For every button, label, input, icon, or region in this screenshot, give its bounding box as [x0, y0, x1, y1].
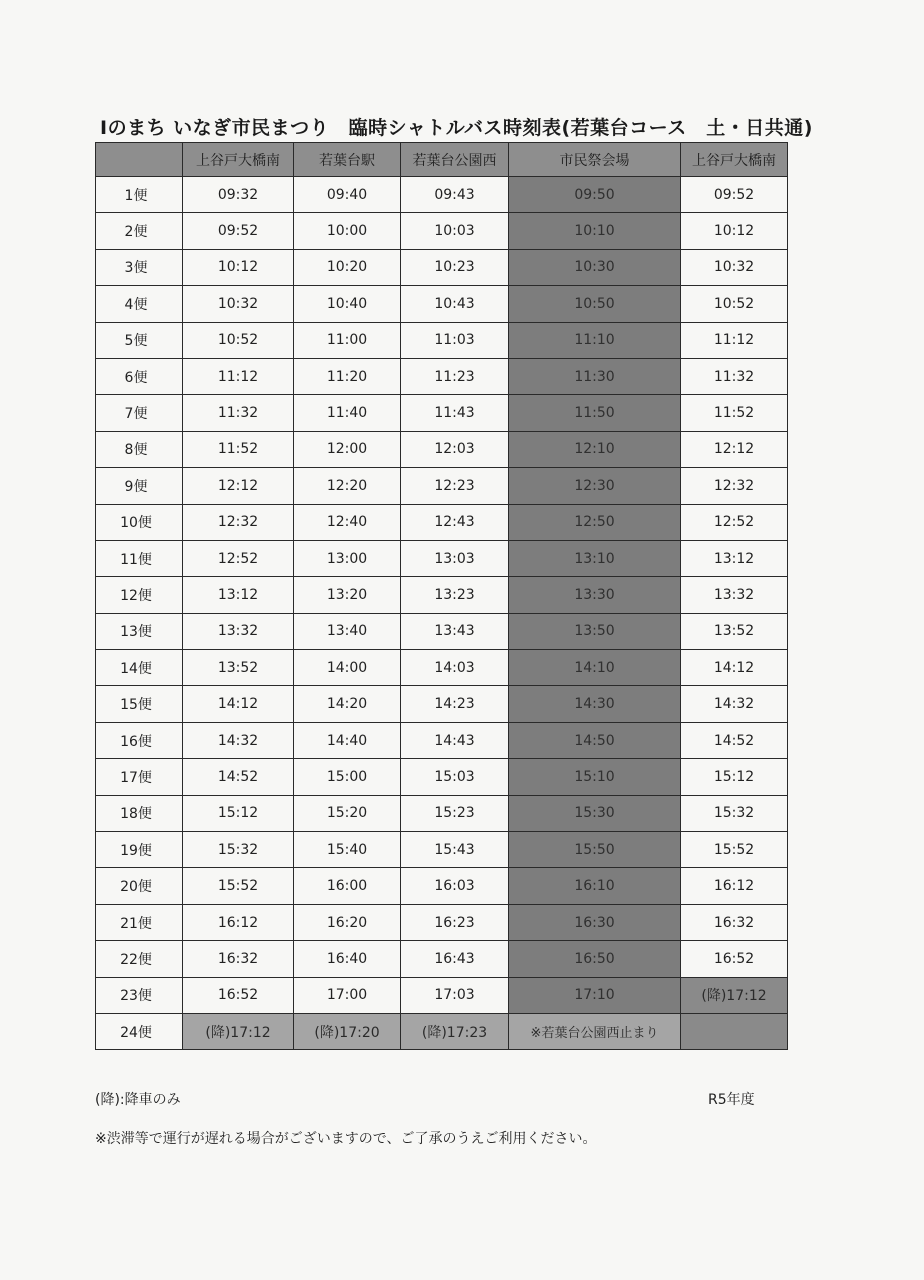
- year-note: R5年度: [708, 1092, 755, 1108]
- time-cell: 11:52: [183, 431, 294, 467]
- table-row: [96, 358, 788, 394]
- time-cell: 13:32: [183, 613, 294, 649]
- time-cell: 16:50: [509, 941, 681, 977]
- header-corner: [96, 143, 183, 177]
- time-cell: 13:03: [401, 540, 509, 576]
- time-cell: 11:00: [294, 322, 401, 358]
- time-cell: 13:32: [681, 577, 788, 613]
- trip-number: 16便: [96, 722, 183, 758]
- table-row: [96, 832, 788, 868]
- time-cell: 17:00: [294, 977, 401, 1013]
- time-cell: 16:00: [294, 868, 401, 904]
- time-cell: 12:23: [401, 468, 509, 504]
- time-cell: 11:30: [509, 358, 681, 394]
- time-cell: 10:23: [401, 249, 509, 285]
- time-cell: 13:23: [401, 577, 509, 613]
- time-cell: 10:10: [509, 213, 681, 249]
- trip-number: 21便: [96, 904, 183, 940]
- trip-number: 17便: [96, 759, 183, 795]
- trip-number: 12便: [96, 577, 183, 613]
- header-stop: 若葉台駅: [294, 143, 401, 177]
- time-cell: 15:10: [509, 759, 681, 795]
- table-row: [96, 722, 788, 758]
- trip-number: 9便: [96, 468, 183, 504]
- trip-number: 5便: [96, 322, 183, 358]
- trip-number: 10便: [96, 504, 183, 540]
- time-cell: 15:32: [183, 832, 294, 868]
- time-cell: 16:03: [401, 868, 509, 904]
- time-cell: 15:52: [183, 868, 294, 904]
- header-stop: 上谷戸大橋南: [681, 143, 788, 177]
- time-cell: 14:10: [509, 650, 681, 686]
- time-cell: 13:00: [294, 540, 401, 576]
- table-row: [96, 941, 788, 977]
- time-cell: 17:03: [401, 977, 509, 1013]
- trip-number: 19便: [96, 832, 183, 868]
- time-cell: 14:12: [681, 650, 788, 686]
- time-cell: 10:12: [183, 249, 294, 285]
- time-cell: 15:30: [509, 795, 681, 831]
- time-cell: 10:00: [294, 213, 401, 249]
- header-stop: 市民祭会場: [509, 143, 681, 177]
- time-cell: 16:23: [401, 904, 509, 940]
- trip-number: 7便: [96, 395, 183, 431]
- time-cell: 13:10: [509, 540, 681, 576]
- time-cell: 09:40: [294, 177, 401, 213]
- time-cell: 13:43: [401, 613, 509, 649]
- time-cell: 11:23: [401, 358, 509, 394]
- trip-number: 1便: [96, 177, 183, 213]
- table-row: [96, 431, 788, 467]
- time-cell: 16:40: [294, 941, 401, 977]
- table-row: [96, 213, 788, 249]
- time-cell: 15:32: [681, 795, 788, 831]
- time-cell: 15:43: [401, 832, 509, 868]
- time-cell: 16:52: [183, 977, 294, 1013]
- table-row: [96, 1013, 788, 1049]
- time-cell: 13:40: [294, 613, 401, 649]
- time-cell: 16:10: [509, 868, 681, 904]
- table-row: [96, 468, 788, 504]
- timetable: [95, 142, 788, 1050]
- time-cell: 11:32: [183, 395, 294, 431]
- table-row: [96, 504, 788, 540]
- time-cell: 12:03: [401, 431, 509, 467]
- time-cell: 10:52: [681, 286, 788, 322]
- time-cell: 10:12: [681, 213, 788, 249]
- time-cell: 13:12: [183, 577, 294, 613]
- trip-number: 13便: [96, 613, 183, 649]
- time-cell: 10:20: [294, 249, 401, 285]
- time-cell: 15:12: [681, 759, 788, 795]
- time-cell: 16:30: [509, 904, 681, 940]
- time-cell: 12:52: [183, 540, 294, 576]
- time-cell: 14:32: [183, 722, 294, 758]
- table-row: [96, 650, 788, 686]
- time-cell: 09:52: [681, 177, 788, 213]
- time-cell: 11:40: [294, 395, 401, 431]
- time-cell: 13:52: [183, 650, 294, 686]
- header-stop: 上谷戸大橋南: [183, 143, 294, 177]
- time-cell: 16:32: [681, 904, 788, 940]
- trip-number: 6便: [96, 358, 183, 394]
- trip-number: 15便: [96, 686, 183, 722]
- time-cell: (降)17:12: [183, 1013, 294, 1049]
- time-cell: 14:50: [509, 722, 681, 758]
- trip-number: 22便: [96, 941, 183, 977]
- time-cell: 11:52: [681, 395, 788, 431]
- time-cell: 16:43: [401, 941, 509, 977]
- time-cell: 10:40: [294, 286, 401, 322]
- trip-number: 2便: [96, 213, 183, 249]
- time-cell: 10:52: [183, 322, 294, 358]
- time-cell: 09:43: [401, 177, 509, 213]
- table-row: [96, 904, 788, 940]
- time-cell: 14:32: [681, 686, 788, 722]
- trip-number: 20便: [96, 868, 183, 904]
- time-cell: [681, 1013, 788, 1049]
- time-cell: 10:03: [401, 213, 509, 249]
- time-cell: 12:32: [681, 468, 788, 504]
- time-cell: 11:03: [401, 322, 509, 358]
- time-cell: 12:50: [509, 504, 681, 540]
- table-row: [96, 759, 788, 795]
- table-row: [96, 286, 788, 322]
- time-cell: 14:12: [183, 686, 294, 722]
- time-cell: 15:40: [294, 832, 401, 868]
- time-cell: 14:00: [294, 650, 401, 686]
- time-cell: 12:30: [509, 468, 681, 504]
- header-stop: 若葉台公園西: [401, 143, 509, 177]
- time-cell: 09:50: [509, 177, 681, 213]
- table-row: [96, 540, 788, 576]
- time-cell: 13:12: [681, 540, 788, 576]
- time-cell: 11:12: [681, 322, 788, 358]
- time-cell: 15:23: [401, 795, 509, 831]
- time-cell: 13:52: [681, 613, 788, 649]
- time-cell: 15:52: [681, 832, 788, 868]
- time-cell: 11:12: [183, 358, 294, 394]
- time-cell: 15:12: [183, 795, 294, 831]
- trip-number: 18便: [96, 795, 183, 831]
- time-cell: 11:20: [294, 358, 401, 394]
- time-cell: 11:10: [509, 322, 681, 358]
- table-row: [96, 577, 788, 613]
- legend-note: (降):降車のみ: [95, 1092, 181, 1108]
- time-cell: 16:20: [294, 904, 401, 940]
- time-cell: 16:52: [681, 941, 788, 977]
- time-cell: (降)17:12: [681, 977, 788, 1013]
- time-cell: 12:40: [294, 504, 401, 540]
- time-cell: 14:23: [401, 686, 509, 722]
- timetable-body: [96, 177, 788, 1050]
- time-cell: 14:03: [401, 650, 509, 686]
- trip-number: 14便: [96, 650, 183, 686]
- time-cell: 09:52: [183, 213, 294, 249]
- time-cell: 15:20: [294, 795, 401, 831]
- time-cell: 12:52: [681, 504, 788, 540]
- time-cell: 10:30: [509, 249, 681, 285]
- time-cell: 12:43: [401, 504, 509, 540]
- time-cell: 10:50: [509, 286, 681, 322]
- table-row: [96, 868, 788, 904]
- time-cell: (降)17:23: [401, 1013, 509, 1049]
- time-cell: 14:40: [294, 722, 401, 758]
- time-cell: 12:10: [509, 431, 681, 467]
- time-cell: 09:32: [183, 177, 294, 213]
- trip-number: 11便: [96, 540, 183, 576]
- time-cell: 14:20: [294, 686, 401, 722]
- table-row: [96, 613, 788, 649]
- time-cell: 10:32: [681, 249, 788, 285]
- time-cell: 15:00: [294, 759, 401, 795]
- time-cell: 14:43: [401, 722, 509, 758]
- time-cell: 12:20: [294, 468, 401, 504]
- document-title: Iのまち いなぎ市民まつり 臨時シャトルバス時刻表(若葉台コース 土・日共通): [100, 117, 813, 139]
- table-row: [96, 322, 788, 358]
- time-cell: 12:12: [681, 431, 788, 467]
- time-cell: 13:50: [509, 613, 681, 649]
- time-cell: ※若葉台公園西止まり: [509, 1013, 681, 1049]
- table-row: [96, 395, 788, 431]
- time-cell: 16:12: [183, 904, 294, 940]
- time-cell: 17:10: [509, 977, 681, 1013]
- table-row: [96, 795, 788, 831]
- time-cell: 16:32: [183, 941, 294, 977]
- table-row: [96, 977, 788, 1013]
- trip-number: 23便: [96, 977, 183, 1013]
- time-cell: 15:03: [401, 759, 509, 795]
- time-cell: 14:52: [681, 722, 788, 758]
- time-cell: 12:12: [183, 468, 294, 504]
- time-cell: 10:32: [183, 286, 294, 322]
- trip-number: 4便: [96, 286, 183, 322]
- table-row: [96, 177, 788, 213]
- table-row: [96, 686, 788, 722]
- time-cell: (降)17:20: [294, 1013, 401, 1049]
- time-cell: 11:43: [401, 395, 509, 431]
- header-row: [96, 143, 788, 177]
- time-cell: 10:43: [401, 286, 509, 322]
- time-cell: 16:12: [681, 868, 788, 904]
- time-cell: 13:30: [509, 577, 681, 613]
- time-cell: 13:20: [294, 577, 401, 613]
- time-cell: 14:30: [509, 686, 681, 722]
- trip-number: 24便: [96, 1013, 183, 1049]
- time-cell: 15:50: [509, 832, 681, 868]
- trip-number: 8便: [96, 431, 183, 467]
- time-cell: 11:32: [681, 358, 788, 394]
- time-cell: 11:50: [509, 395, 681, 431]
- time-cell: 14:52: [183, 759, 294, 795]
- table-row: [96, 249, 788, 285]
- footnote: ※渋滞等で運行が遅れる場合がございますので、ご了承のうえご利用ください。: [95, 1131, 597, 1147]
- trip-number: 3便: [96, 249, 183, 285]
- time-cell: 12:32: [183, 504, 294, 540]
- time-cell: 12:00: [294, 431, 401, 467]
